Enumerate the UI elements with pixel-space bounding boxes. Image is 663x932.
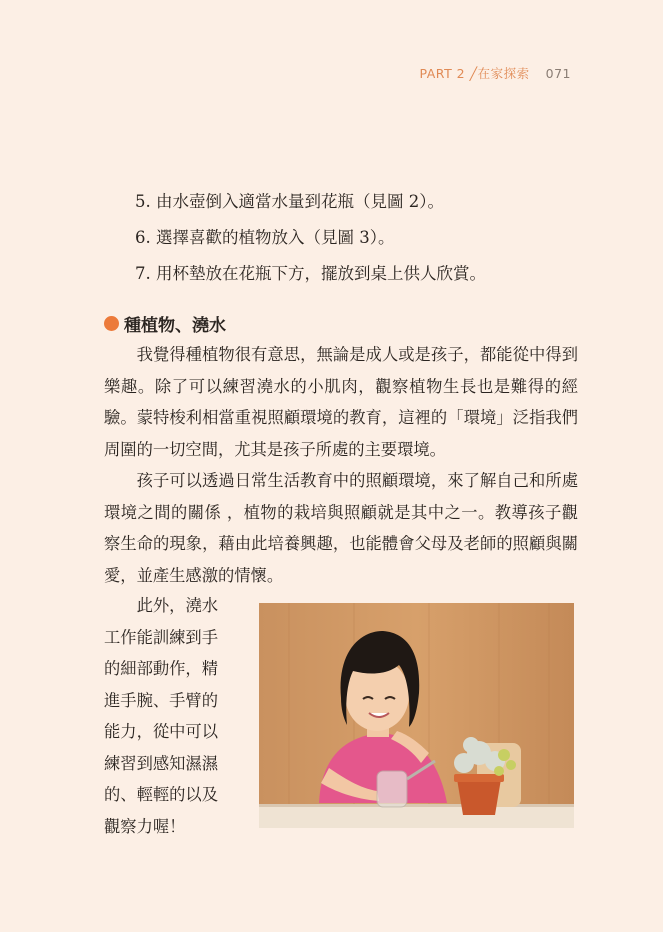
section-heading xyxy=(104,311,226,336)
step-item: 6. 選擇喜歡的植物放入（見圖 3）。 xyxy=(135,228,395,247)
page-number: 071 xyxy=(545,66,571,81)
side-paragraph: 此外，澆水工作能訓練到手的細部動作，精進手腕、手臂的能力，從中可以練習到感知濕濕的、輕輕的以及觀察力喔！ xyxy=(104,596,219,836)
orange-bullet-icon xyxy=(104,316,119,331)
paragraph: 孩子可以透過日常生活教育中的照顧環境，來了解自己和所處環境之間的關係 ，植物的栽培與照顧就是其中之一。教導孩子觀察生命的現象，藉由此培養興趣，也能體會父母及老師的照顧與關愛，並產生感激的情懷。 xyxy=(104,471,578,585)
header-section-label: PART 2 ╱在家探索 xyxy=(419,66,530,81)
step-item: 5. 由水壺倒入適當水量到花瓶（見圖 2）。 xyxy=(135,192,444,211)
running-header xyxy=(420,64,572,82)
section-title: 種植物、澆水 xyxy=(124,316,226,336)
child-watering-plant-photo xyxy=(259,603,574,828)
step-item: 7. 用杯墊放在花瓶下方，擺放到桌上供人欣賞。 xyxy=(135,264,486,283)
paragraph: 我覺得種植物很有意思，無論是成人或是孩子，都能從中得到樂趣。除了可以練習澆水的小肌肉，觀察植物生長也是難得的經驗。蒙特梭利相當重視照顧環境的教育，這裡的「環境」泛指我們周圍的一切空間，尤其是孩子所處的主要環境。 xyxy=(104,345,578,459)
side-text xyxy=(104,590,232,842)
body-text xyxy=(104,339,578,591)
steps-list xyxy=(135,184,486,292)
